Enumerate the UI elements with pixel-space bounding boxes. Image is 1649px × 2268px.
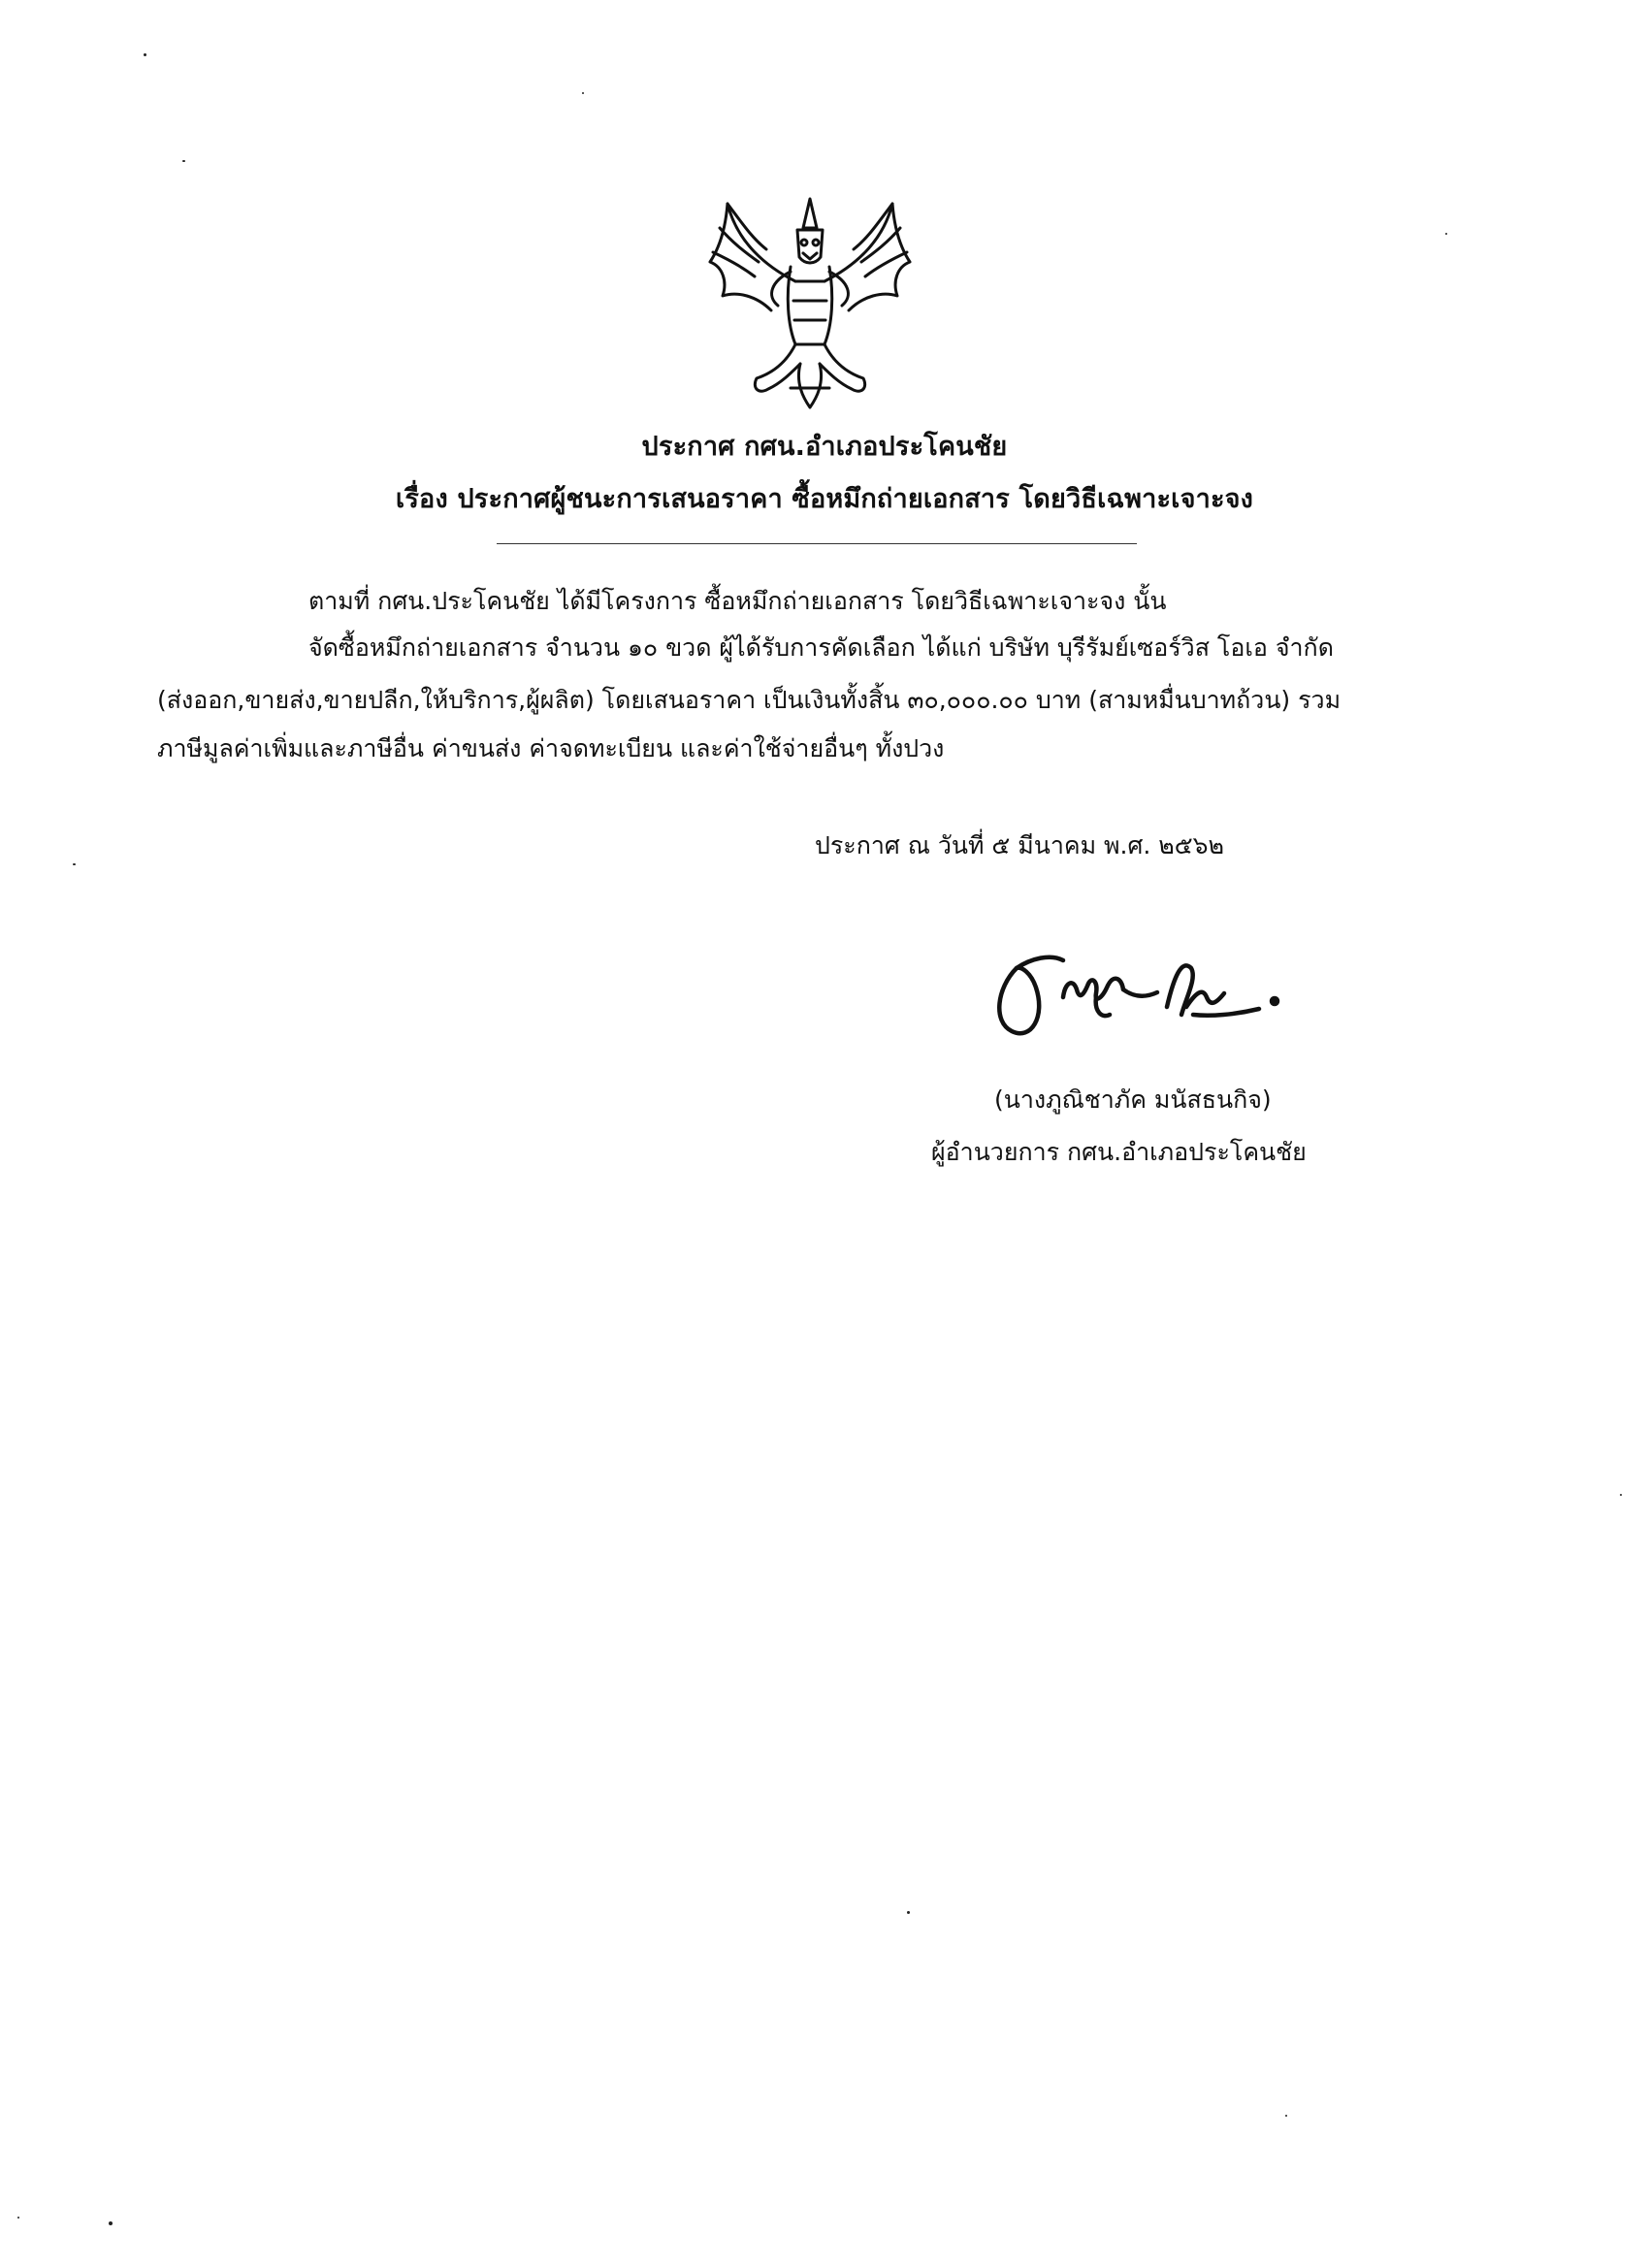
announcement-subject: เรื่อง ประกาศผู้ชนะการเสนอราคา ซื้อหมึกถ่ายเอกสาร โดยวิธีเฉพาะเจาะจง bbox=[395, 484, 1254, 514]
body-line: ตามที่ กศน.ประโคนชัย ได้มีโครงการ ซื้อหมึกถ่ายเอกสาร โดยวิธีเฉพาะเจาะจง นั้น bbox=[308, 587, 1167, 615]
scan-speck bbox=[1620, 1494, 1622, 1496]
scan-speck bbox=[73, 863, 76, 865]
announcement-title: ประกาศ กศน.อำเภอประโคนชัย bbox=[641, 432, 1008, 462]
scan-speck bbox=[907, 1911, 910, 1914]
signer-name: (นางภูณิชาภัค มนัสธนกิจ) bbox=[994, 1085, 1272, 1114]
scan-speck bbox=[1285, 2115, 1287, 2117]
body-line: จัดซื้อหมึกถ่ายเอกสาร จำนวน ๑๐ ขวด ผู้ได้รับการคัดเลือก ได้แก่ บริษัท บุรีรัมย์เซอร์วิส โอเอ จำกัด bbox=[308, 633, 1334, 662]
scan-speck bbox=[109, 2221, 113, 2225]
scan-speck bbox=[1445, 233, 1447, 235]
body-line: (ส่งออก,ขายส่ง,ขายปลีก,ให้บริการ,ผู้ผลิต) โดยเสนอราคา เป็นเงินทั้งสิ้น ๓๐,๐๐๐.๐๐ บาท (สามหมื่นบาทถ้วน) รวม bbox=[157, 686, 1342, 714]
scan-speck bbox=[144, 53, 146, 56]
garuda-emblem-icon bbox=[698, 189, 922, 412]
body-line: ภาษีมูลค่าเพิ่มและภาษีอื่น ค่าขนส่ง ค่าจดทะเบียน และค่าใช้จ่ายอื่นๆ ทั้งปวง bbox=[157, 734, 945, 762]
scan-speck bbox=[582, 92, 584, 94]
title-divider bbox=[497, 543, 1137, 544]
announcement-date: ประกาศ ณ วันที่ ๕ มีนาคม พ.ศ. ๒๕๖๒ bbox=[815, 831, 1224, 859]
scan-speck bbox=[17, 2217, 19, 2219]
scan-speck bbox=[182, 160, 185, 162]
handwritten-signature bbox=[987, 939, 1317, 1055]
signer-title: ผู้อำนวยการ กศน.อำเภอประโคนชัย bbox=[931, 1138, 1307, 1166]
